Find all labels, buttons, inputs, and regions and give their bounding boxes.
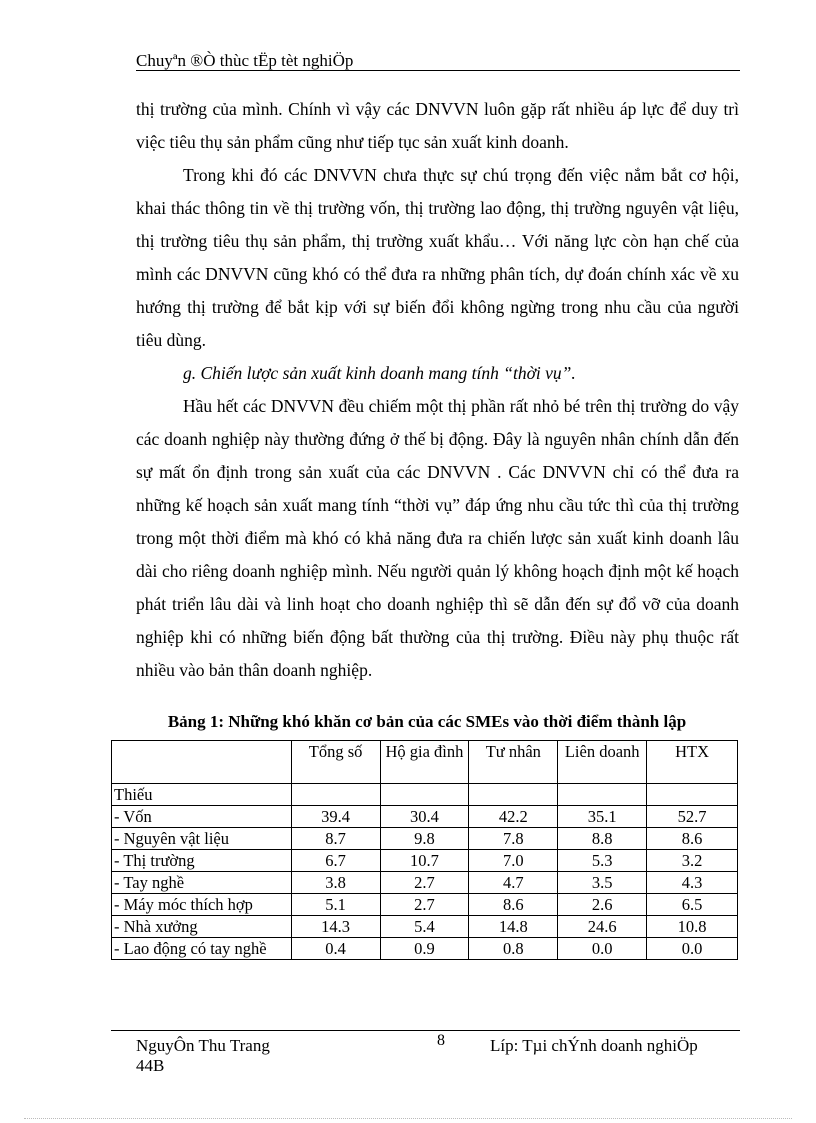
table-cell: 8.7 [291, 828, 380, 850]
table-header-cell: Tư nhân [469, 741, 558, 784]
table-cell: 4.3 [647, 872, 738, 894]
table-cell: 6.5 [647, 894, 738, 916]
page-number: 8 [437, 1032, 445, 1049]
table-row-label: - Lao động có tay nghề [112, 938, 292, 960]
table-cell: 5.1 [291, 894, 380, 916]
table-cell: 35.1 [558, 806, 647, 828]
table-cell [558, 784, 647, 806]
table-cell: 52.7 [647, 806, 738, 828]
table-row [112, 828, 738, 850]
difficulties-table [111, 740, 738, 960]
table-row [112, 872, 738, 894]
table-cell [380, 784, 469, 806]
table-cell: 5.3 [558, 850, 647, 872]
body-text [136, 93, 739, 687]
table-cell: 2.6 [558, 894, 647, 916]
table-cell: 30.4 [380, 806, 469, 828]
table-row [112, 916, 738, 938]
table-cell: 10.7 [380, 850, 469, 872]
table-cell: 2.7 [380, 872, 469, 894]
table-cell: 2.7 [380, 894, 469, 916]
table-cell: 8.8 [558, 828, 647, 850]
table-row [112, 938, 738, 960]
table-cell: 6.7 [291, 850, 380, 872]
table-cell: 8.6 [469, 894, 558, 916]
table-cell: 7.0 [469, 850, 558, 872]
table-cell: 14.8 [469, 916, 558, 938]
footer-author-block [136, 1036, 270, 1076]
table-cell: 3.8 [291, 872, 380, 894]
table-cell: 4.7 [469, 872, 558, 894]
table-header-cell [112, 741, 292, 784]
table-cell: 0.9 [380, 938, 469, 960]
table-cell: 5.4 [380, 916, 469, 938]
table-cell: 10.8 [647, 916, 738, 938]
table-header-cell: Hộ gia đình [380, 741, 469, 784]
page-header-title: Chuyªn ®Ò thùc tËp tèt nghiÖp [136, 51, 354, 70]
table-row [112, 894, 738, 916]
table-cell: 0.4 [291, 938, 380, 960]
table-cell: 0.0 [647, 938, 738, 960]
table-cell: 24.6 [558, 916, 647, 938]
paragraph-1: thị trường của mình. Chính vì vậy các DNVVN luôn gặp rất nhiều áp lực để duy trì việc tiêu thụ sản phẩm cũng như tiếp tục sản xuất kinh doanh. [136, 99, 739, 152]
table-cell [291, 784, 380, 806]
table-cell: 42.2 [469, 806, 558, 828]
section-subheading: g. Chiến lược sản xuất kinh doanh mang tính “thời vụ”. [183, 363, 576, 383]
paragraph-2: Trong khi đó các DNVVN chưa thực sự chú trọng đến việc nắm bắt cơ hội, khai thác thông tin về thị trường vốn, thị trường lao động, thị trường nguyên vật liệu, thị trường tiêu thụ sản phẩm, thị trường xuất khẩu… Với năng lực còn hạn chế của mình các DNVVN cũng khó có thể đưa ra những phân tích, dự đoán chính xác về xu hướng thị trường để bắt kịp với sự biến đổi không ngừng trong nhu cầu của người tiêu dùng. [136, 165, 739, 350]
table-header-cell: Tổng số [291, 741, 380, 784]
table-group-label: Thiếu [112, 784, 292, 806]
header-divider [136, 70, 740, 71]
table-cell: 3.2 [647, 850, 738, 872]
page-bottom-border [24, 1118, 792, 1119]
table-cell: 7.8 [469, 828, 558, 850]
table-header-cell: Liên doanh [558, 741, 647, 784]
table-row-label: - Nguyên vật liệu [112, 828, 292, 850]
table-row-label: - Vốn [112, 806, 292, 828]
table-header-cell: HTX [647, 741, 738, 784]
table-cell [647, 784, 738, 806]
table-caption: Bảng 1: Những khó khăn cơ bản của các SMEs vào thời điểm thành lập [167, 712, 687, 731]
table-row [112, 850, 738, 872]
table-cell: 0.8 [469, 938, 558, 960]
footer-author: NguyÔn Thu Trang [136, 1036, 270, 1055]
table-group-row [112, 784, 738, 806]
table-row-label: - Máy móc thích hợp [112, 894, 292, 916]
table-cell: 9.8 [380, 828, 469, 850]
table-cell [469, 784, 558, 806]
table-cell: 8.6 [647, 828, 738, 850]
table-cell: 14.3 [291, 916, 380, 938]
footer-class-label: Líp: Tµi chÝnh doanh nghiÖp [490, 1036, 698, 1055]
table-header-row [112, 741, 738, 784]
table-row-label: - Nhà xưởng [112, 916, 292, 938]
table-row-label: - Tay nghề [112, 872, 292, 894]
paragraph-3: Hầu hết các DNVVN đều chiếm một thị phần rất nhỏ bé trên thị trường do vậy các doanh nghiệp này thường đứng ở thế bị động. Đây là nguyên nhân chính dẫn đến sự mất ổn định trong sản xuất của các DNVVN . Các DNVVN chỉ có thể đưa ra những kế hoạch sản xuất mang tính “thời vụ” đáp ứng nhu cầu tức thì của thị trường trong một thời điểm mà khó có khả năng đưa ra chiến lược sản xuất kinh doanh lâu dài cho riêng doanh nghiệp mình. Nếu người quản lý không hoạch định một kế hoạch phát triển lâu dài và linh hoạt cho doanh nghiệp thì sẽ dẫn đến sự đổ vỡ của doanh nghiệp khi có những biến động bất thường của thị trường. Điều này phụ thuộc rất nhiều vào bản thân doanh nghiệp. [136, 396, 739, 680]
table-row-label: - Thị trường [112, 850, 292, 872]
footer-divider [111, 1030, 740, 1031]
table-cell: 39.4 [291, 806, 380, 828]
table-row [112, 806, 738, 828]
footer-class-code: 44B [136, 1056, 165, 1075]
table-cell: 0.0 [558, 938, 647, 960]
table-cell: 3.5 [558, 872, 647, 894]
